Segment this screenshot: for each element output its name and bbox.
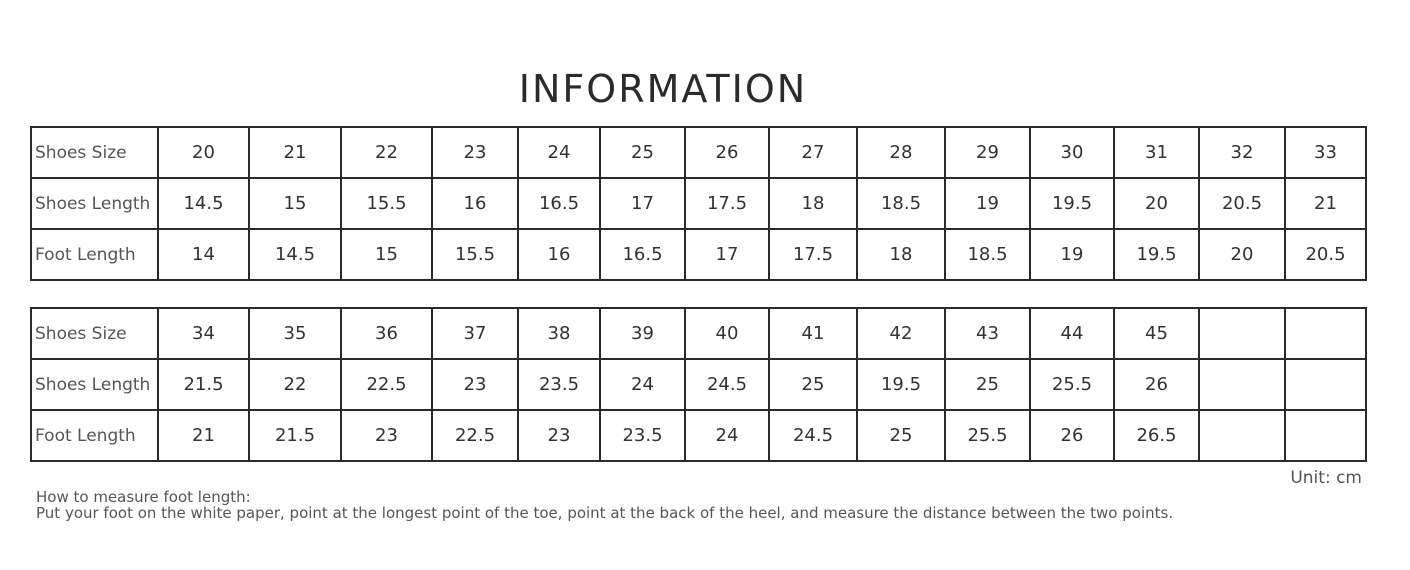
table-cell: 16.5 <box>518 178 600 229</box>
table-cell: 44 <box>1030 308 1114 359</box>
table-cell: 23 <box>432 359 518 410</box>
table-cell: 45 <box>1114 308 1199 359</box>
table-cell: 18 <box>769 178 857 229</box>
table-cell: 18.5 <box>945 229 1030 280</box>
table-row <box>31 229 1366 280</box>
measure-instructions <box>36 489 1173 521</box>
page-title: INFORMATION <box>518 67 808 112</box>
table-cell: 23.5 <box>600 410 685 461</box>
table-cell: 26.5 <box>1114 410 1199 461</box>
table-cell: 42 <box>857 308 945 359</box>
table-cell: 17 <box>600 178 685 229</box>
table-cell: 20.5 <box>1285 229 1366 280</box>
table-cell: 27 <box>769 127 857 178</box>
table-cell: 20 <box>1114 178 1199 229</box>
row-label: Shoes Length <box>31 359 158 410</box>
table-cell: 19.5 <box>857 359 945 410</box>
table-cell: 16 <box>432 178 518 229</box>
size-chart-table-1 <box>30 126 1367 281</box>
table-cell <box>1285 359 1366 410</box>
table-cell: 20 <box>158 127 249 178</box>
table-cell <box>1199 359 1285 410</box>
table-cell: 25.5 <box>945 410 1030 461</box>
table-cell: 32 <box>1199 127 1285 178</box>
table-cell <box>1199 308 1285 359</box>
table-cell: 22 <box>249 359 341 410</box>
table-cell: 25 <box>600 127 685 178</box>
table-cell: 18.5 <box>857 178 945 229</box>
table-cell: 19 <box>1030 229 1114 280</box>
table-cell: 19.5 <box>1030 178 1114 229</box>
table-cell <box>1199 410 1285 461</box>
table-cell: 20.5 <box>1199 178 1285 229</box>
row-label: Shoes Length <box>31 178 158 229</box>
table-cell: 20 <box>1199 229 1285 280</box>
table-cell: 23 <box>518 410 600 461</box>
table-cell: 41 <box>769 308 857 359</box>
table-cell: 15.5 <box>341 178 432 229</box>
table-cell: 25 <box>857 410 945 461</box>
table-cell: 21 <box>1285 178 1366 229</box>
table-cell: 15 <box>341 229 432 280</box>
table-cell <box>1285 308 1366 359</box>
table-cell: 24 <box>685 410 769 461</box>
table-cell: 21 <box>158 410 249 461</box>
table-cell: 25 <box>945 359 1030 410</box>
table-cell: 17 <box>685 229 769 280</box>
table-cell: 29 <box>945 127 1030 178</box>
table-cell: 15.5 <box>432 229 518 280</box>
table-cell: 21.5 <box>249 410 341 461</box>
table-cell: 14 <box>158 229 249 280</box>
table-cell: 24.5 <box>685 359 769 410</box>
table-cell: 15 <box>249 178 341 229</box>
table-row <box>31 410 1366 461</box>
table-cell <box>1285 410 1366 461</box>
table-cell: 19 <box>945 178 1030 229</box>
table-cell: 21 <box>249 127 341 178</box>
table-cell: 25.5 <box>1030 359 1114 410</box>
table-cell: 31 <box>1114 127 1199 178</box>
table-cell: 28 <box>857 127 945 178</box>
table-cell: 26 <box>1030 410 1114 461</box>
table-cell: 30 <box>1030 127 1114 178</box>
table-cell: 38 <box>518 308 600 359</box>
table-cell: 23 <box>432 127 518 178</box>
table-cell: 34 <box>158 308 249 359</box>
unit-label: Unit: cm <box>1290 468 1362 488</box>
table-cell: 24.5 <box>769 410 857 461</box>
instructions-heading: How to measure foot length: <box>36 488 251 506</box>
table-cell: 43 <box>945 308 1030 359</box>
table-cell: 25 <box>769 359 857 410</box>
table-cell: 17.5 <box>685 178 769 229</box>
table-row <box>31 127 1366 178</box>
table-cell: 23 <box>341 410 432 461</box>
row-label: Foot Length <box>31 410 158 461</box>
table-cell: 22 <box>341 127 432 178</box>
table-cell: 37 <box>432 308 518 359</box>
table-cell: 18 <box>857 229 945 280</box>
table-cell: 24 <box>600 359 685 410</box>
table-cell: 16 <box>518 229 600 280</box>
row-label: Shoes Size <box>31 127 158 178</box>
table-row <box>31 359 1366 410</box>
table-cell: 19.5 <box>1114 229 1199 280</box>
table-cell: 17.5 <box>769 229 857 280</box>
table-cell: 22.5 <box>432 410 518 461</box>
table-cell: 36 <box>341 308 432 359</box>
table-cell: 23.5 <box>518 359 600 410</box>
size-chart-table-2 <box>30 307 1367 462</box>
table-cell: 26 <box>685 127 769 178</box>
table-cell: 14.5 <box>158 178 249 229</box>
table-cell: 26 <box>1114 359 1199 410</box>
table-cell: 24 <box>518 127 600 178</box>
table-cell: 22.5 <box>341 359 432 410</box>
table-cell: 16.5 <box>600 229 685 280</box>
table-row <box>31 308 1366 359</box>
row-label: Shoes Size <box>31 308 158 359</box>
row-label: Foot Length <box>31 229 158 280</box>
table-cell: 39 <box>600 308 685 359</box>
table-cell: 21.5 <box>158 359 249 410</box>
table-cell: 33 <box>1285 127 1366 178</box>
table-cell: 40 <box>685 308 769 359</box>
instructions-text: Put your foot on the white paper, point at the longest point of the toe, point at the back of the heel, and measure the distance between the two points. <box>36 504 1174 522</box>
table-cell: 14.5 <box>249 229 341 280</box>
table-cell: 35 <box>249 308 341 359</box>
table-row <box>31 178 1366 229</box>
